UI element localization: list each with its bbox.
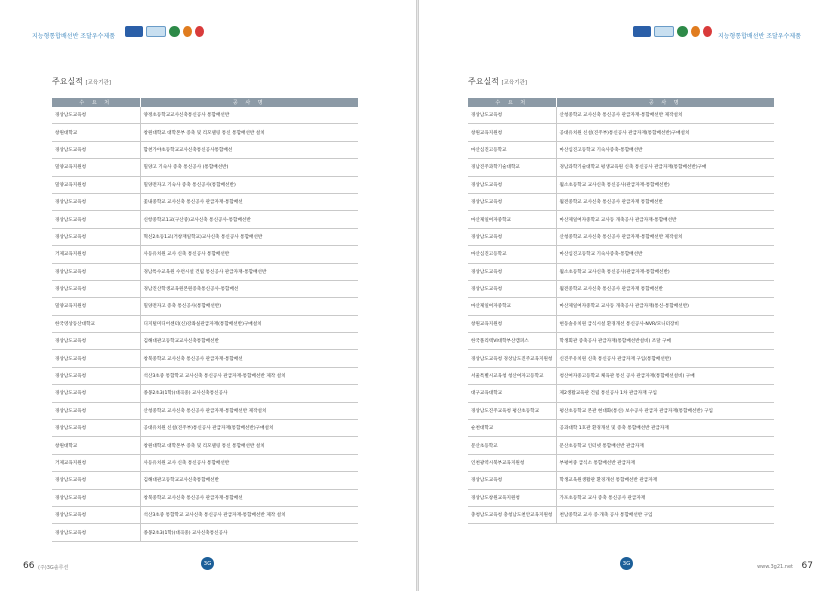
client-cell: 한국영상동산대학교 xyxy=(52,315,140,332)
project-cell: 산청중학교 교사신축 통신공사 관급자재-통합배선반 제작설치 xyxy=(556,107,774,124)
table-row xyxy=(52,141,358,158)
project-cell: 석산3초중 통합학교 교사신축 통신공사 관급자재-통합배선반 제작 설치 xyxy=(140,367,358,384)
table-row xyxy=(468,402,774,419)
section-title-text: 주요실적 xyxy=(52,77,83,86)
client-cell: 마산제일여자중학교 xyxy=(468,298,556,315)
column-header-project: 공 사 명 xyxy=(556,98,774,107)
narajangteo-logo-icon xyxy=(146,26,166,37)
table-row xyxy=(468,228,774,245)
table-row xyxy=(468,437,774,454)
website: www.3g21.net xyxy=(757,564,793,570)
client-cell: 문산초등학교 xyxy=(468,437,556,454)
project-cell: 양정초등학교교사신축통신공사 통합배선반 xyxy=(140,107,358,124)
procurement-logo-icon xyxy=(125,26,143,37)
left-page xyxy=(0,0,416,591)
project-cell: 사등유치원 교사 신축 통신공사 통합배선반 xyxy=(140,246,358,263)
project-cell: 학생교육원생활관 환경개선 통합배선반 관급자재 xyxy=(556,472,774,489)
table-row xyxy=(52,420,358,437)
table-row xyxy=(52,367,358,384)
client-cell: 거제교육지원청 xyxy=(52,246,140,263)
table-row xyxy=(52,228,358,245)
column-header-client: 수 요 처 xyxy=(468,98,556,107)
cert-mark-icon xyxy=(677,26,688,37)
project-cell: 사등유치원 교사 신축 통신공사 통합배선반 xyxy=(140,454,358,471)
page-number: 66 xyxy=(23,561,35,571)
project-cell: 창북중학교 교사신축 통신공사 관급자재-통합배선 xyxy=(140,489,358,506)
project-cell: 창북중학교 교사신축 통신공사 관급자재-통합배선 xyxy=(140,350,358,367)
client-cell: 경상남도교육청 경상남도진주교육지원청 xyxy=(468,350,556,367)
table-row xyxy=(52,246,358,263)
section-title xyxy=(52,76,111,87)
client-cell: 경상남도교육청 xyxy=(468,228,556,245)
client-cell: 경상남도교육청 xyxy=(52,402,140,419)
company-name: (주)3G솔루션 xyxy=(38,565,69,571)
certification-logos xyxy=(125,26,204,37)
project-cell: 신항중학교1교(구산중)교사신축 통신공사-통합배선반 xyxy=(140,211,358,228)
client-cell: 대구교육대학교 xyxy=(468,385,556,402)
page-number: 67 xyxy=(801,561,813,571)
client-cell: 경상남도교육청 xyxy=(52,524,140,541)
project-cell: 밀양고 기숙사 증축 통신공사 (통합배선반) xyxy=(140,159,358,176)
client-cell: 경상남도교육청 xyxy=(52,141,140,158)
table-row xyxy=(468,472,774,489)
client-cell: 경상남도교육청 xyxy=(52,107,140,124)
client-cell: 서울특별시교육청 청산여자고등학교 xyxy=(468,367,556,384)
project-cell: 마산심진고등학교 기숙사증축-통합배선반 xyxy=(556,246,774,263)
section-title xyxy=(468,76,527,87)
table-row xyxy=(468,263,774,280)
client-cell: 마산제일여자중학교 xyxy=(468,211,556,228)
client-cell: 창원교육지원청 xyxy=(468,315,556,332)
section-subtitle: [교육기관] xyxy=(85,80,112,86)
client-cell: 경상남도교육청 xyxy=(52,385,140,402)
project-cell: 종몽2초3(1학)(대곡중) 교사신축통신공사 xyxy=(140,385,358,402)
project-cell: 공과대학 1호관 환경개선 및 증축 통합배선반 관급자재 xyxy=(556,420,774,437)
project-cell: 공대유치원 신설(진주부)통신공사 관급자재(통합배선반)구매설치 xyxy=(556,124,774,141)
table-row xyxy=(52,107,358,124)
client-cell: 경상남도교육청 xyxy=(468,107,556,124)
client-cell: 경상남도교육청 xyxy=(52,193,140,210)
project-cell: 밀양전자고 증축 통신공사(통합배선반) xyxy=(140,298,358,315)
project-cell: 종몽2초3(1학)(대곡중) 교사신축통신공사 xyxy=(140,524,358,541)
client-cell: 밀양교육지원청 xyxy=(52,298,140,315)
table-row xyxy=(52,489,358,506)
project-cell: 현동솔유치원 급식시설 환경개선 통신공사-NVR/모니터장비 xyxy=(556,315,774,332)
client-cell: 경상남도창원교육지원청 xyxy=(468,489,556,506)
table-header-row xyxy=(468,98,774,107)
client-cell: 경남진주과학기술대학교 xyxy=(468,159,556,176)
table-row xyxy=(52,315,358,332)
column-header-project: 공 사 명 xyxy=(140,98,358,107)
project-cell: 석산3초중 통합학교 교사신축 통신공사 관급자재-통합배선반 제작 설치 xyxy=(140,506,358,523)
table-row xyxy=(52,506,358,523)
cert-mark-icon xyxy=(703,26,712,37)
project-cell: 혁신2초등1교(거창재일학교)교사신축 통신공사 통합배선반 xyxy=(140,228,358,245)
table-row xyxy=(52,472,358,489)
project-cell: 신진주유치원 신축 통신공사 관급자재 구입(통합배선반) xyxy=(556,350,774,367)
table-row xyxy=(468,211,774,228)
project-cell: 청산여자중고등학교 체육관 통신 공사 관급자재(통합배선설비) 구매 xyxy=(556,367,774,384)
table-row xyxy=(468,193,774,210)
client-cell: 경상남도교육청 xyxy=(52,506,140,523)
table-row xyxy=(52,333,358,350)
project-cell: 경남특수교육원 수련시설 건립 통신공사 관급자재-통합배선반 xyxy=(140,263,358,280)
table-row xyxy=(468,141,774,158)
client-cell: 거제교육지원청 xyxy=(52,454,140,471)
project-cell: 산청중학교 교사신축 통신공사 관급자재-통합배선반 제작설치 xyxy=(140,402,358,419)
client-cell: 경상남도교육청 xyxy=(468,176,556,193)
table-row xyxy=(468,367,774,384)
client-cell: 충청남도교육청 충청남도천안교육지원청 xyxy=(468,506,556,523)
table-row xyxy=(468,298,774,315)
table-row xyxy=(52,159,358,176)
client-cell: 경상남도교육청 xyxy=(52,420,140,437)
table-row xyxy=(52,211,358,228)
project-cell: 학생회관 증축공사 관급자재(통합배선반설비) 조달 구매 xyxy=(556,333,774,350)
table-row xyxy=(468,420,774,437)
table-row xyxy=(468,489,774,506)
client-cell: 경상남도교육청 xyxy=(52,263,140,280)
narajangteo-logo-icon xyxy=(654,26,674,37)
project-cell: 산청중학교 교사신축 통신공사 관급자재-통합배선반 제작설치 xyxy=(556,228,774,245)
client-cell: 경상남도교육청 xyxy=(468,193,556,210)
brand-badge-icon: 3G xyxy=(201,557,214,570)
client-cell: 순천대학교 xyxy=(468,420,556,437)
column-header-client: 수 요 처 xyxy=(52,98,140,107)
table-row xyxy=(52,124,358,141)
table-row xyxy=(468,176,774,193)
client-cell: 창원대학교 xyxy=(52,437,140,454)
table-row xyxy=(52,385,358,402)
section-subtitle: [교육기관] xyxy=(501,80,528,86)
client-cell: 경상남도교육청 xyxy=(468,280,556,297)
client-cell: 창원교육지원청 xyxy=(468,124,556,141)
project-cell: 김해대관고등학교교사신축통합배선반 xyxy=(140,333,358,350)
client-cell: 경상남도교육청 xyxy=(52,472,140,489)
table-row xyxy=(468,350,774,367)
table-row xyxy=(468,159,774,176)
header-title: 지능형통합배선반 조달우수제품 xyxy=(32,33,116,40)
project-cell: 디지털미디어센터(신)강좌실관급자재(통합배선반)구매설치 xyxy=(140,315,358,332)
table-row xyxy=(52,350,358,367)
project-cell: 문산초등학교 인터넷 통합배선반 관급자재 xyxy=(556,437,774,454)
procurement-logo-icon xyxy=(633,26,651,37)
project-cell: 경남진산학생교육원본원증축통신공사-통합배선 xyxy=(140,280,358,297)
project-cell: 김해대관고등학교교사신축통합배선반 xyxy=(140,472,358,489)
certification-logos xyxy=(633,26,712,37)
project-cell: 마산제일여자중학교 교사동 개축공사 관급자재(통신-통합배선반) xyxy=(556,298,774,315)
table-row xyxy=(468,246,774,263)
table-row xyxy=(52,263,358,280)
client-cell: 마산심진고등학교 xyxy=(468,141,556,158)
client-cell: 경상남도진주교육청 평산초등학교 xyxy=(468,402,556,419)
project-cell: 꽃내중학교 교사신축 통신공사 관급자재-통합배선 xyxy=(140,193,358,210)
client-cell: 한국폴리텍VI대학부산캠퍼스 xyxy=(468,333,556,350)
table-row xyxy=(52,437,358,454)
table-row xyxy=(468,333,774,350)
table-row xyxy=(52,402,358,419)
project-cell: 경남과학기술대학교 평생교육원 신축 통신공사 관급자재(통합배선반)구매 xyxy=(556,159,774,176)
project-cell: 월소초등학교 교사신축 통신공사(관급자재-통합배선반) xyxy=(556,263,774,280)
cert-mark-icon xyxy=(195,26,204,37)
table-row xyxy=(52,524,358,541)
table-row xyxy=(52,176,358,193)
client-cell: 경상남도교육청 xyxy=(52,333,140,350)
table-row xyxy=(52,280,358,297)
client-cell: 경상남도교육청 xyxy=(468,263,556,280)
client-cell: 경상남도교육청 xyxy=(468,472,556,489)
project-cell: 공대유치원 신설(진주부)통신공사 관급자재(통합배선반)구매설치 xyxy=(140,420,358,437)
table-row xyxy=(52,193,358,210)
section-title-text: 주요실적 xyxy=(468,77,499,86)
client-cell: 밀양교육지원청 xyxy=(52,159,140,176)
table-row xyxy=(468,385,774,402)
table-row xyxy=(468,506,774,523)
client-cell: 인천광역시북부교육지원청 xyxy=(468,454,556,471)
results-table-right xyxy=(468,98,774,524)
project-cell: 마산심진고등학교 기숙사증축-통합배선반 xyxy=(556,141,774,158)
brand-badge-icon: 3G xyxy=(620,557,633,570)
table-row xyxy=(52,298,358,315)
project-cell: 제2생활교육관 건립 통신공사 1차 관급자재 구입 xyxy=(556,385,774,402)
right-page xyxy=(419,0,835,591)
table-row xyxy=(468,107,774,124)
project-cell: 가포초등학교 교사 증축 통신공사 관급자재 xyxy=(556,489,774,506)
project-cell: 창원대학교 대학본부 증축 및 리모델링 통신 통합배선반 설치 xyxy=(140,437,358,454)
project-cell: 평산초등학교 본관 현대화(통신) 보수공사 관급자 관급자재(통합배선반) 구입 xyxy=(556,402,774,419)
project-cell: 월전중학교 교사신축 통신공사 관급자재 통합배선반 xyxy=(556,193,774,210)
table-header-row xyxy=(52,98,358,107)
table-row xyxy=(468,124,774,141)
client-cell: 경상남도교육청 xyxy=(52,228,140,245)
client-cell: 경상남도교육청 xyxy=(52,489,140,506)
client-cell: 경상남도교육청 xyxy=(52,280,140,297)
cert-mark-icon xyxy=(169,26,180,37)
table-row xyxy=(468,315,774,332)
table-row xyxy=(52,454,358,471)
results-table-left xyxy=(52,98,358,542)
client-cell: 경상남도교육청 xyxy=(52,350,140,367)
client-cell: 경상남도교육청 xyxy=(52,367,140,384)
cert-mark-icon xyxy=(691,26,700,37)
table-row xyxy=(468,454,774,471)
client-cell: 창원대학교 xyxy=(52,124,140,141)
project-cell: 천남중학교 교사 증·개축 공사 통합배선반 구입 xyxy=(556,506,774,523)
client-cell: 밀양교육지원청 xyxy=(52,176,140,193)
project-cell: 부평여중 급식소 통합배선반 관급자재 xyxy=(556,454,774,471)
table-row xyxy=(468,280,774,297)
header-title: 지능형통합배선반 조달우수제품 xyxy=(717,33,801,40)
project-cell: 창원대학교 대학본부 증축 및 리모델링 통신 통합배선반 설치 xyxy=(140,124,358,141)
project-cell: 월소초등학교 교사신축 통신공사(관급자재-통합배선반) xyxy=(556,176,774,193)
project-cell: 마산제일여자중학교 교사동 개축공사 관급자재-통합배선반 xyxy=(556,211,774,228)
project-cell: 월전중학교 교사신축 통신공사 관급자재 통합배선반 xyxy=(556,280,774,297)
project-cell: 합천가야초등학교교사신축통신공사통합배선 xyxy=(140,141,358,158)
cert-mark-icon xyxy=(183,26,192,37)
project-cell: 밀양전자고 기숙사 증축 통신공사(통합배선반) xyxy=(140,176,358,193)
client-cell: 마산심진고등학교 xyxy=(468,246,556,263)
client-cell: 경상남도교육청 xyxy=(52,211,140,228)
